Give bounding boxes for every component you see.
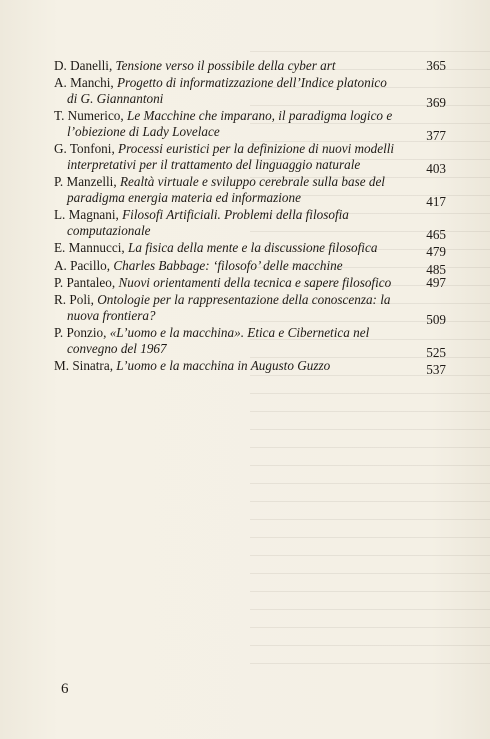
toc-entry: R. Poli, Ontologie per la rappresentazione della conoscenza: la nuova frontiera? 509: [54, 292, 446, 327]
toc-entry: G. Tonfoni, Processi euristici per la definizione di nuovi modelli interpretativi per il trattamento del linguaggio naturale 403: [54, 141, 446, 176]
toc-page-number: 365: [426, 58, 446, 73]
toc-entry: P. Ponzio, «L’uomo e la macchina». Etica e Cibernetica nel convegno del 1967 525: [54, 325, 446, 360]
table-of-contents: [54, 58, 446, 378]
toc-entry: M. Sinatra, L’uomo e la macchina in Augusto Guzzo 537: [54, 358, 446, 378]
toc-title: «L’uomo e la macchina». Etica e Cibernetica nel convegno del 1967: [67, 325, 370, 356]
toc-page-number: 417: [426, 194, 446, 209]
toc-title: Progetto di informatizzazione dell’Indice platonico di G. Giannantoni: [67, 75, 387, 106]
toc-author: M. Sinatra: [54, 358, 110, 374]
toc-page-number: 369: [426, 95, 446, 110]
toc-page-number: 377: [426, 128, 446, 143]
toc-entry: E. Mannucci, La fisica della mente e la discussione filosofica 479: [54, 240, 446, 260]
toc-entry: A. Pacillo, Charles Babbage: ‘filosofo’ delle macchine 485: [54, 257, 446, 277]
toc-entry: P. Pantaleo, Nuovi orientamenti della tecnica e sapere filosofico 497: [54, 274, 446, 290]
toc-title: Charles Babbage: ‘filosofo’ delle macchine: [113, 257, 343, 273]
toc-entry: T. Numerico, Le Macchine che imparano, il paradigma logico e l’obiezione di Lady Lovelace 377: [54, 108, 446, 143]
toc-author: A. Pacillo: [54, 257, 107, 273]
toc-page-number: 403: [426, 161, 446, 176]
toc-author: D. Danelli: [54, 58, 109, 73]
toc-title: Ontologie per la rappresentazione della conoscenza: la nuova frontiera?: [67, 292, 391, 323]
toc-author: T. Numerico: [54, 108, 121, 124]
toc-entry: L. Magnani, Filosofi Artificiali. Problemi della filosofia computazionale 465: [54, 207, 446, 242]
toc-author: E. Mannucci: [54, 240, 122, 256]
toc-title: La fisica della mente e la discussione filosofica: [127, 240, 378, 256]
toc-page-number: 509: [426, 311, 446, 327]
toc-page-number: 525: [426, 344, 446, 360]
toc-page-number: 485: [426, 261, 446, 277]
toc-title: Filosofi Artificiali. Problemi della filosofia computazionale: [67, 207, 349, 238]
toc-title: L’uomo e la macchina in Augusto Guzzo: [116, 358, 331, 374]
toc-title: Tensione verso il possibile della cyber art: [115, 58, 336, 73]
toc-title: Le Macchine che imparano, il paradigma logico e l’obiezione di Lady Lovelace: [67, 108, 393, 139]
toc-page-number: 497: [426, 274, 446, 290]
toc-title: Realtà virtuale e sviluppo cerebrale sulla base del paradigma energia materia ed informazione: [67, 174, 385, 205]
toc-author: R. Poli: [54, 292, 91, 308]
toc-author: P. Manzelli: [54, 174, 114, 190]
toc-entry: A. Manchi, Progetto di informatizzazione dell’Indice platonico di G. Giannantoni 369: [54, 75, 446, 110]
toc-page-number: 465: [426, 227, 446, 242]
page-number: 6: [61, 681, 69, 697]
toc-title: Nuovi orientamenti della tecnica e sapere filosofico: [118, 274, 392, 290]
toc-author: G. Tonfoni: [54, 141, 112, 157]
toc-page-number: 479: [426, 244, 446, 260]
toc-author: P. Pantaleo: [54, 274, 112, 290]
toc-author: P. Ponzio: [54, 325, 104, 341]
toc-entry: D. Danelli, Tensione verso il possibile della cyber art 365: [54, 58, 446, 73]
toc-title: Processi euristici per la definizione di nuovi modelli interpretativi per il trattamento del linguaggio naturale: [67, 141, 395, 172]
toc-page-number: 537: [426, 362, 446, 378]
toc-author: A. Manchi: [54, 75, 111, 91]
toc-entry: P. Manzelli, Realtà virtuale e sviluppo cerebrale sulla base del paradigma energia materia ed informazione 417: [54, 174, 446, 209]
toc-author: L. Magnani: [54, 207, 116, 223]
